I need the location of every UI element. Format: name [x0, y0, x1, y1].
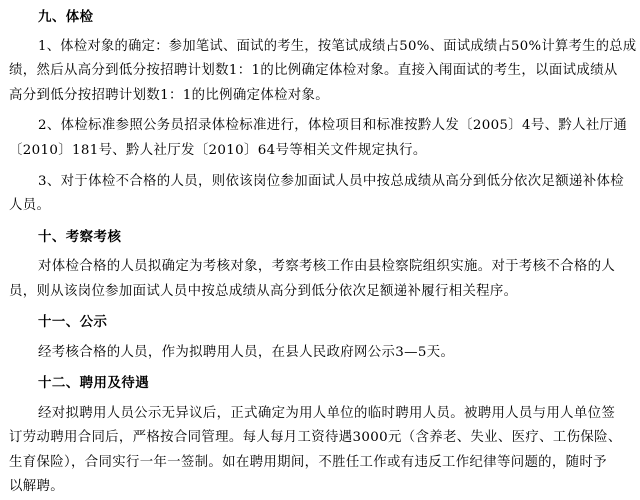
paragraph-line: 以解聘。	[9, 479, 64, 494]
paragraph-line: 〔2010〕181号、黔人社厅发〔2010〕64号等相关文件规定执行。	[9, 143, 427, 158]
paragraph-line: 1、体检对象的确定：参加笔试、面试的考生，按笔试成绩占50%、面试成绩占50%计算考生的总成	[38, 39, 637, 54]
paragraph-line: 人员。	[9, 198, 51, 213]
paragraph-line: 绩，然后从高分到低分按招聘计划数1：1的比例确定体检对象。直接入闱面试的考生，以面试成绩从	[9, 63, 618, 78]
paragraph-line: 3、对于体检不合格的人员，则依该岗位参加面试人员中按总成绩从高分到低分依次足额递补体检	[38, 174, 624, 189]
paragraph-line: 生育保险），合同实行一年一签制。如在聘用期间，不胜任工作或有违反工作纪律等问题的，随时予	[9, 455, 607, 470]
section-heading-public-notice: 十一、公示	[38, 314, 108, 330]
paragraph-line: 经对拟聘用人员公示无异议后，正式确定为用人单位的临时聘用人员。被聘用人员与用人单位签	[38, 406, 616, 421]
section-heading-assessment: 十、考察考核	[38, 229, 122, 245]
section-heading-employment: 十二、聘用及待遇	[38, 375, 150, 391]
paragraph-line: 员，则从该岗位参加面试人员中按总成绩从高分到低分依次足额递补履行相关程序。	[9, 284, 518, 299]
paragraph-line: 经考核合格的人员，作为拟聘用人员，在县人民政府网公示3—5天。	[38, 345, 455, 360]
paragraph-line: 订劳动聘用合同后，严格按合同管理。每人每月工资待遇3000元（含养老、失业、医疗、工伤保险、	[9, 430, 622, 445]
paragraph-line: 高分到低分按招聘计划数1：1的比例确定体检对象。	[9, 88, 330, 103]
paragraph-line: 对体检合格的人员拟确定为考核对象，考察考核工作由县检察院组织实施。对于考核不合格的人	[38, 259, 616, 274]
paragraph-line: 2、体检标准参照公务员招录体检标准进行，体检项目和标准按黔人发〔2005〕4号、黔人社厅通	[38, 118, 628, 133]
section-heading-physical-exam: 九、体检	[38, 9, 94, 25]
